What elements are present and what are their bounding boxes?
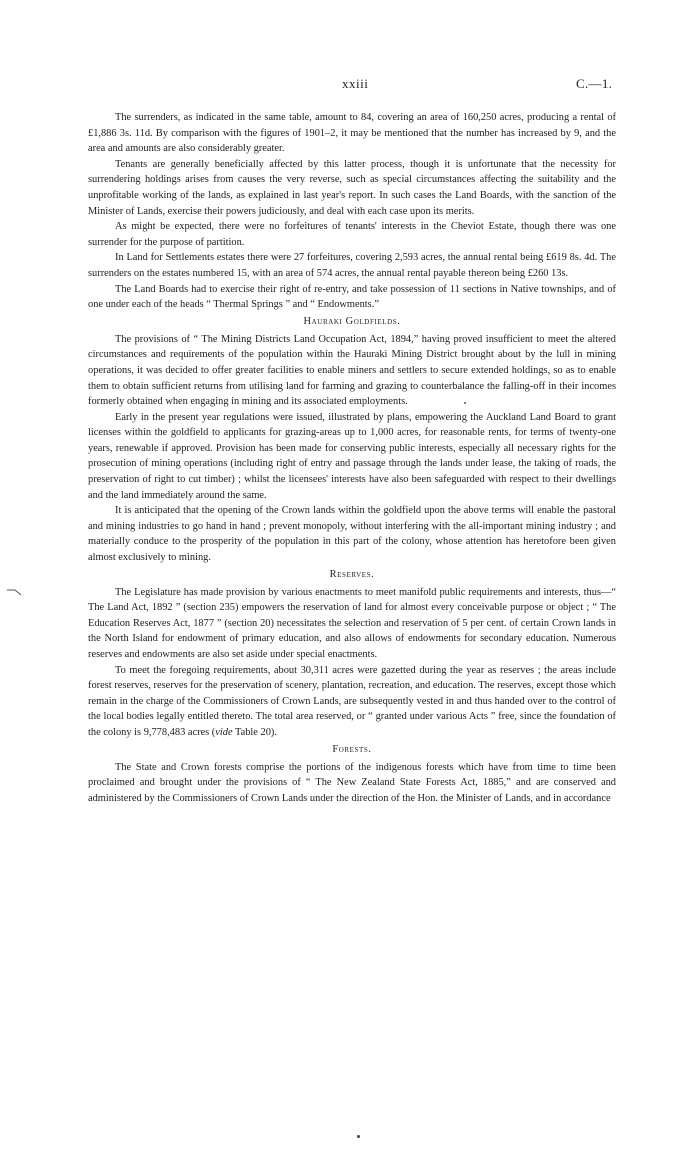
ink-dot-bottom [357,1135,360,1138]
paragraph-anticipated: It is anticipated that the opening of the Crown lands within the goldfield upon the above terms will enable the pastoral and mining industries to go hand in hand ; prevent monopoly, without interfering with the all-important mining industry ; and materially conduce to the prosperity of the population in this part of the colony, whose attention has heretofore been given almost exclusively to mining. [88,505,616,564]
section-heading-reserves: Reserves. [329,568,375,580]
paragraph-reserves-gazetted [88,663,616,741]
document-code: C.—1. [576,76,613,91]
paragraph-regulations: Early in the present year regulations were issued, illustrated by plans, empowering the Auckland Land Board to grant licenses within the goldfield to applicants for grazing-areas up to 1,000 acres, for reasonable rents, for terms of twenty-one years, renewable if approved. Provision has been made for conserving public interests, especially all necessary rights for the prosecution of mining operations (including right of entry and passage through the lands under lease, the taking of roads, the preservation of right to cut timber) ; whilst the licensees' interests have also been safeguarded with respect to their dwellings and the land immediately around the same. [88,411,616,501]
reserves-text: To meet the foregoing requirements, about 30,311 acres were gazetted during the year as reserves ; the areas include forest reserves, reserves for the preservation of scenery, plantation, recreation, and education. The reserves, except those which remain in the charge of the Commissioners of Crown Lands, are subsequently vested in and thus handed over to the control of the local bodies legally entitled thereto. The total area reserved, or “ granted under various Acts ” free, since the foundation of the colony is 9,778,483 acres ( [88,664,616,738]
paragraph-land-boards: The Land Boards had to exercise their right of re-entry, and take possession of 11 sections in Native townships, and of one under each of the heads “ Thermal Springs ” and “ Endowments.” [88,283,616,311]
paragraph-land-for-settlements: In Land for Settlements estates there were 27 forfeitures, covering 2,593 acres, the annual rental being £619 8s. 4d. The surrenders on the estates numbered 15, with an area of 574 acres, the annual rental payable thereon being £260 13s. [88,252,616,279]
page-number: xxiii [342,76,369,91]
vide-italic: vide [215,726,233,738]
paragraph-tenants: Tenants are generally beneficially affected by this latter process, though it is unfortunate that the necessity for surrendering holdings arises from causes the very reverse, such as special circumstances affecting the suitability and the unprofitable working of the lands, as explained in last year's report. In such cases the Land Boards, with the sanction of the Minister of Lands, exercise their powers judiciously, and deal with each case upon its merits. [88,158,616,217]
paragraph-legislature: The Legislature has made provision by various enactments to meet manifold public requirements and interests, thus—“ The Land Act, 1892 ” (section 235) empowers the reservation of land for almost every conceivable purpose or object ; “ The Education Reserves Act, 1877 ” (section 20) necessitates the selection and reservation of 5 per cent. of certain Crown lands in the North Island for endowment of primary education, and also allows of endowments for secondary education. Numerous reserves and endowments are also set aside under special enactments. [88,586,616,660]
paragraph-surrenders: The surrenders, as indicated in the same table, amount to 84, covering an area of 160,250 acres, producing a rental of £1,886 3s. 11d. By comparison with the figures of 1901–2, it may be mentioned that the number has increased by 9, and the area and amounts are also considerably greater. [88,112,616,155]
paragraph-cheviot: As might be expected, there were no forfeitures of tenants' interests in the Cheviot Estate, though there was one surrender for the purpose of partition. [88,221,616,248]
paragraph-mining-act: The provisions of “ The Mining Districts Land Occupation Act, 1894,” having proved insufficient to meet the altered circumstances and requirements of the population within the Hauraki Mining District brought about by the lull in mining operations, it was decided to offer greater facilities to enable miners and settlers to secure extended holdings, so as to enable them to obtain sufficient returns from utilising land for farming and grazing to counterbalance the falling-off in their incomes formerly obtained when engaging in mining and its associated employments. [88,333,616,408]
document-body [88,110,616,806]
margin-mark [6,586,26,598]
table-reference: Table 20). [232,726,277,738]
section-heading-hauraki: Hauraki Goldfields. [303,315,401,327]
page-header [0,76,700,96]
section-heading-forests: Forests. [332,743,372,755]
paragraph-state-forests: The State and Crown forests comprise the portions of the indigenous forests which have from time to time been proclaimed and brought under the provisions of “ The New Zealand State Forests Act, 1885,” and are conserved and administered by the Commissioners of Crown Lands under the direction of the Hon. the Minister of Lands, and in accordance [88,761,616,804]
